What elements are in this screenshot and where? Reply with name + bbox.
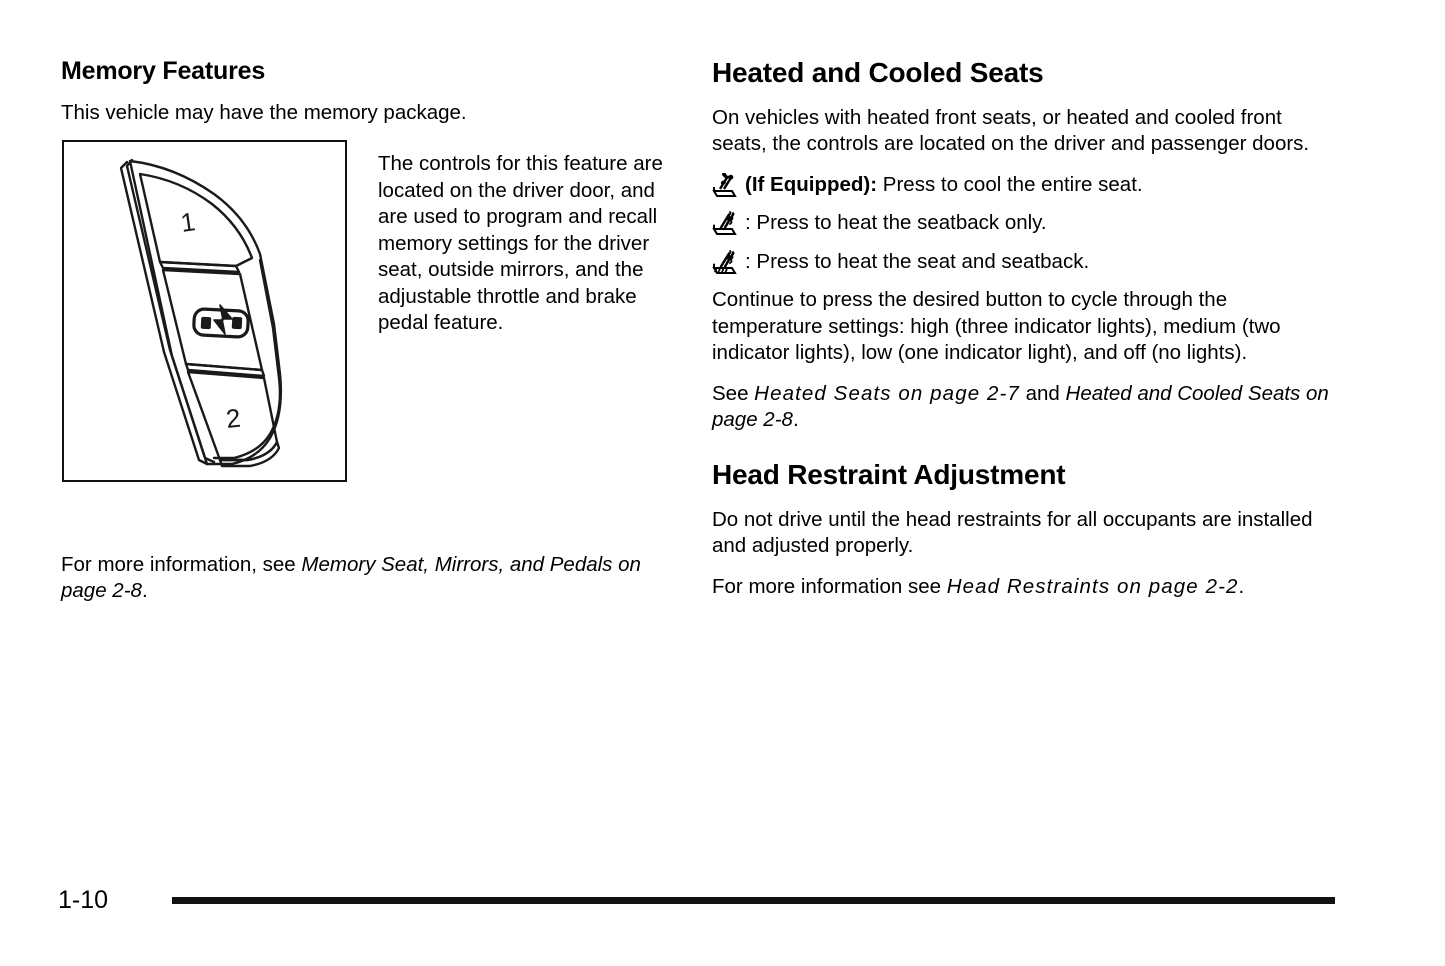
heading-head-restraint-adjustment: Head Restraint Adjustment xyxy=(712,458,1066,490)
cross-ref-trailing: . xyxy=(141,579,148,602)
icon-line-heat-seatback xyxy=(712,210,1334,237)
seat-cool-icon xyxy=(712,173,742,198)
figure-with-caption xyxy=(61,140,666,434)
see-ref-lead: See xyxy=(712,381,755,405)
see-ref-trailing: . xyxy=(792,408,799,432)
memory-switch-figure xyxy=(62,140,347,482)
memory-seat-switch-drawing xyxy=(64,142,345,480)
icon-line-cool-seat-text xyxy=(745,172,1334,199)
left-column xyxy=(61,57,666,434)
memory-intro-paragraph: This vehicle may have the memory package. xyxy=(61,100,467,124)
head-restraint-ref-lead: For more information see xyxy=(712,574,947,598)
heading-heated-and-cooled-seats: Heated and Cooled Seats xyxy=(712,57,1044,88)
footer-divider-rule xyxy=(172,897,1335,904)
head-restraint-cross-reference xyxy=(712,574,1334,601)
memory-set-symbol-icon xyxy=(193,305,248,337)
page-title-memory-features: Memory Features xyxy=(61,57,266,85)
icon-line-heat-seat-and-seatback xyxy=(712,249,1334,276)
memory-cross-reference xyxy=(61,552,661,605)
heated-seats-cross-reference xyxy=(712,381,1334,434)
seat-heat-back-icon xyxy=(712,211,742,236)
cross-ref-link-memory-seat[interactable]: Memory Seat, Mirrors, and Pedals on page 2-8 xyxy=(61,552,641,602)
right-column xyxy=(712,58,1334,600)
head-restraint-ref-link[interactable]: Head Restraints on page 2-2 xyxy=(946,574,1239,598)
heated-cooled-intro-paragraph: On vehicles with heated front seats, or heated and cooled front seats, the controls are located on the driver and passenger doors. xyxy=(712,105,1310,156)
head-restraint-warning-paragraph: Do not drive until the head restraints for all occupants are installed and adjusted properly. xyxy=(712,507,1313,558)
cross-ref-lead: For more information, see xyxy=(61,552,302,576)
see-ref-middle: and xyxy=(1019,381,1066,405)
figure-label-button-2: 2 xyxy=(224,402,243,434)
see-ref-link-heated-and-cooled-seats[interactable]: Heated and Cooled Seats on page 2-8 xyxy=(712,381,1329,432)
figure-label-button-1: 1 xyxy=(178,206,198,238)
figure-caption-text: The controls for this feature are located on the driver door, and are used to program and recall memory settings for the driver seat, outside mirrors, and the adjustable throttle and brake pedal feature. xyxy=(378,152,663,334)
page-number: 1-10 xyxy=(58,886,109,914)
seat-heat-full-icon xyxy=(712,250,742,275)
cool-seat-description: Press to cool the entire seat. xyxy=(877,172,1143,196)
if-equipped-label: (If Equipped): xyxy=(745,172,878,196)
head-restraint-ref-trailing: . xyxy=(1238,574,1245,598)
heat-seat-and-seatback-description: : Press to heat the seat and seatback. xyxy=(745,249,1090,273)
icon-line-cool-seat xyxy=(712,172,1334,199)
heat-seatback-description: : Press to heat the seatback only. xyxy=(745,211,1047,235)
temperature-cycle-paragraph: Continue to press the desired button to cycle through the temperature settings: high (three indicator lights), medium (two indicator lights), low (one indicator light), and off (no lights). xyxy=(712,288,1281,365)
page-footer xyxy=(0,885,1445,925)
see-ref-link-heated-seats[interactable]: Heated Seats on page 2-7 xyxy=(754,381,1020,405)
